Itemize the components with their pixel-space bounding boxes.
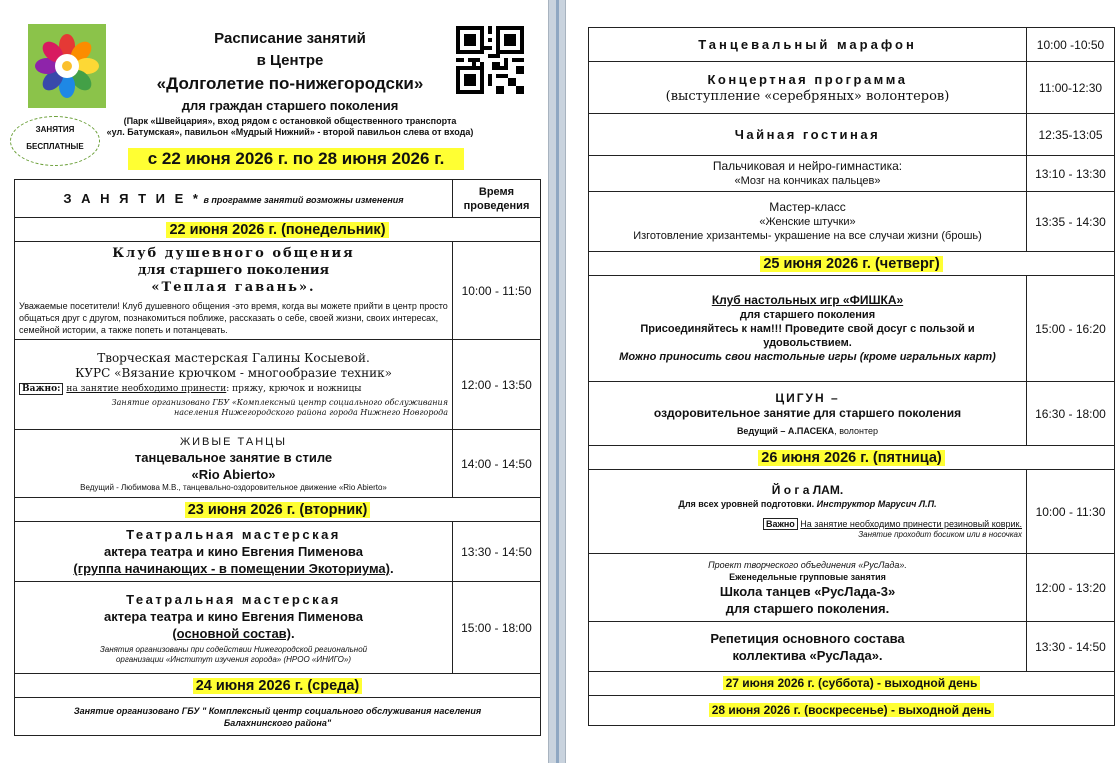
address-line-2: «ул. Батумская», павильон «Мудрый Нижний» - второй павильон слева от входа)	[106, 127, 474, 137]
event-time: 12:00 - 13:50	[453, 340, 541, 430]
table-row	[589, 276, 1115, 382]
title-line-3: «Долголетие по-нижегородски»	[156, 74, 424, 93]
note-rest: : пряжу, крючок и ножницы	[226, 384, 362, 394]
table-row	[589, 192, 1115, 252]
event-cell	[15, 430, 453, 498]
event-title: Й о г а ЛАМ.	[771, 483, 844, 497]
event-title: Концертная программа	[707, 71, 908, 87]
day-row	[589, 446, 1115, 470]
table-row	[15, 242, 541, 340]
event-cell	[589, 276, 1027, 382]
event-title: ЦИГУН –	[775, 390, 840, 405]
event-description: Уважаемые посетители! Клуб душевного общения -это время, когда вы можете прийти в центр просто общаться друг с другом, познакомиться поближе, рассказать о себе, своей жизни, своих интересах, семейной истории, а также попеть и потанцевать.	[19, 301, 448, 335]
table-row	[15, 522, 541, 582]
event-subtitle: «Женские штучки»	[759, 216, 856, 228]
day-heading: 25 июня 2026 г. (четверг)	[760, 256, 942, 272]
event-title: Клуб настольных игр «ФИШКА»	[711, 293, 904, 307]
footer-organizer: Балахнинского района"	[223, 717, 332, 728]
day-row	[15, 674, 541, 698]
event-title: Танцевальный марафон	[589, 28, 1027, 62]
event-lead: Ведущий - Любимова М.В., танцевально-оздоровительное движение «Rio Abierto»	[80, 482, 387, 492]
title-line-1: Расписание занятий	[214, 30, 366, 47]
day-heading: 24 июня 2026 г. (среда)	[193, 678, 363, 694]
event-organizer: населения Нижегородского района города Нижнего Новгорода	[174, 408, 448, 417]
event-cell	[15, 582, 453, 674]
event-title: Театральная мастерская	[126, 591, 341, 607]
event-note: Важно На занятие необходимо принести резиновый коврик.	[593, 518, 1022, 530]
event-subtitle: коллектива «РусЛада».	[732, 647, 883, 663]
event-subtitle: Для всех уровней подготовки. Инструктор Марусич Л.П.	[678, 499, 937, 509]
event-lead: Ведущий – А.ПАСЕКА, волонтер	[736, 425, 879, 436]
left-page	[0, 0, 548, 763]
event-time: 15:00 - 16:20	[1027, 276, 1115, 382]
event-title: ЖИВЫЕ ТАНЦЫ	[179, 435, 288, 448]
event-note: Занятие проходит босиком или в носочках	[858, 530, 1022, 539]
event-subtitle: для старшего поколения	[137, 263, 330, 278]
address-line-1: (Парк «Швейцария», вход рядом с остановкой общественного транспорта	[123, 116, 457, 126]
table-row	[589, 114, 1115, 156]
title-line-2: в Центре	[256, 52, 324, 69]
event-cell	[15, 242, 453, 340]
event-subtitle: оздоровительное занятие для старшего поколения	[653, 405, 962, 420]
day-row	[15, 498, 541, 522]
flower-logo-icon	[28, 24, 106, 108]
qr-code-icon	[456, 26, 524, 94]
event-cell	[589, 622, 1027, 672]
event-subtitle: «Rio Abierto»	[191, 466, 276, 482]
table-row	[589, 156, 1115, 192]
event-title: Театральная мастерская	[126, 527, 341, 542]
class-note: в программе занятий возможны изменения	[200, 194, 404, 205]
event-time: 15:00 - 18:00	[453, 582, 541, 674]
page-gutter	[548, 0, 566, 763]
event-cell	[589, 382, 1027, 446]
note-underlined: на занятие необходимо принести	[66, 384, 227, 394]
event-time: 13:10 - 13:30	[1027, 156, 1115, 192]
event-title: Чайная гостиная	[589, 114, 1027, 156]
important-label: Важно:	[19, 383, 63, 395]
time-label-2: проведения	[463, 199, 530, 212]
day-heading: 23 июня 2026 г. (вторник)	[185, 502, 371, 518]
table-row	[15, 582, 541, 674]
event-subtitle: актера театра и кино Евгения Пименова	[104, 608, 363, 624]
day-heading: 22 июня 2026 г. (понедельник)	[166, 222, 388, 238]
important-label: Важно	[763, 518, 798, 530]
event-description: Присоединяйтесь к нам!!! Проведите свой досуг с пользой и	[640, 323, 975, 335]
event-title: Творческая мастерская Галины Косыевой.	[97, 351, 370, 365]
event-time: 10:00 - 11:30	[1027, 470, 1115, 554]
event-subtitle: (группа начинающих - в помещении Экоториума).	[73, 561, 394, 576]
event-title: Репетиция основного состава	[710, 630, 905, 646]
event-time: 13:30 - 14:50	[453, 522, 541, 582]
free-badge-line-1: ЗАНЯТИЯ	[35, 125, 75, 134]
table-row	[15, 340, 541, 430]
event-cell	[589, 192, 1027, 252]
time-label-1: Время	[478, 185, 515, 198]
event-cell	[589, 62, 1027, 114]
table-header-row	[15, 180, 541, 218]
table-row	[589, 62, 1115, 114]
event-subtitle: Еженедельные групповые занятия	[729, 571, 886, 582]
event-subtitle: для старшего поколения.	[725, 600, 890, 616]
table-row	[589, 554, 1115, 622]
event-cell	[15, 340, 453, 430]
event-cell	[589, 470, 1027, 554]
event-description: удовольствием.	[763, 337, 852, 349]
event-organizer: организации «Институт изучения города» (НРОО «ИНИГО»)	[115, 654, 351, 664]
event-time: 13:30 - 14:50	[1027, 622, 1115, 672]
event-time: 10:00 -10:50	[1027, 28, 1115, 62]
day-row	[589, 672, 1115, 696]
schedule-period: с 22 июня 2026 г. по 28 июня 2026 г.	[128, 148, 464, 170]
event-subtitle: КУРС «Вязание крючком - многообразие техник»	[75, 366, 392, 380]
title-line-4: для граждан старшего поколения	[181, 98, 399, 113]
table-row	[15, 698, 541, 736]
event-cell	[15, 522, 453, 582]
event-time: 11:00-12:30	[1027, 62, 1115, 114]
right-schedule-table	[588, 27, 1115, 726]
day-heading: 26 июня 2026 г. (пятница)	[758, 450, 944, 466]
event-time: 10:00 - 11:50	[453, 242, 541, 340]
event-title: Школа танцев «РусЛада-3»	[719, 583, 896, 599]
event-subtitle: актера театра и кино Евгения Пименова	[104, 544, 363, 559]
event-cell	[589, 156, 1027, 192]
event-note: Можно приносить свои настольные игры (кроме игральных карт)	[619, 351, 996, 363]
event-subtitle: «Теплая гавань».	[151, 280, 316, 295]
class-column-header	[15, 180, 453, 218]
day-row	[15, 218, 541, 242]
event-subtitle: «Мозг на кончиках пальцев»	[734, 175, 881, 187]
event-subtitle: Изготовление хризантемы- украшение на все случаи жизни (брошь)	[633, 230, 982, 242]
event-time: 12:35-13:05	[1027, 114, 1115, 156]
event-time: 14:00 - 14:50	[453, 430, 541, 498]
table-row	[15, 430, 541, 498]
event-note	[19, 383, 448, 395]
event-subtitle: танцевальное занятие в стиле	[134, 449, 333, 465]
day-row	[589, 696, 1115, 726]
table-row	[589, 382, 1115, 446]
day-off-sunday: 28 июня 2026 г. (воскресенье) - выходной день	[709, 703, 995, 717]
event-title: Мастер-класс	[769, 200, 846, 214]
footer-cell	[15, 698, 541, 736]
event-cell	[589, 554, 1027, 622]
event-project: Проект творческого объединения «РусЛада».	[708, 559, 907, 570]
event-organizer: Занятие организовано ГБУ «Комплексный центр социального обслуживания	[111, 398, 448, 407]
day-row	[589, 252, 1115, 276]
event-organizer: Занятия организованы при содействии Нижегородской региональной	[99, 644, 368, 654]
event-subtitle: для старшего поколения	[739, 309, 876, 321]
day-off-saturday: 27 июня 2026 г. (суббота) - выходной день	[723, 676, 981, 690]
table-row	[589, 470, 1115, 554]
class-label: З А Н Я Т И Е *	[63, 190, 201, 206]
left-schedule-table	[14, 179, 541, 736]
event-title: Пальчиковая и нейро-гимнастика:	[712, 159, 903, 173]
event-subtitle: (основной состав).	[172, 625, 295, 641]
event-time: 16:30 - 18:00	[1027, 382, 1115, 446]
event-title: Клуб душевного общения	[112, 246, 355, 261]
free-badge-line-2: БЕСПЛАТНЫЕ	[26, 142, 84, 151]
event-subtitle: (выступление «серебряных» волонтеров)	[665, 88, 950, 104]
event-time: 12:00 - 13:20	[1027, 554, 1115, 622]
footer-organizer: Занятие организовано ГБУ " Комплексный центр социального обслуживания населения	[73, 705, 482, 716]
event-time: 13:35 - 14:30	[1027, 192, 1115, 252]
table-row	[589, 28, 1115, 62]
time-column-header	[453, 180, 541, 218]
table-row	[589, 622, 1115, 672]
free-classes-badge	[10, 116, 100, 166]
